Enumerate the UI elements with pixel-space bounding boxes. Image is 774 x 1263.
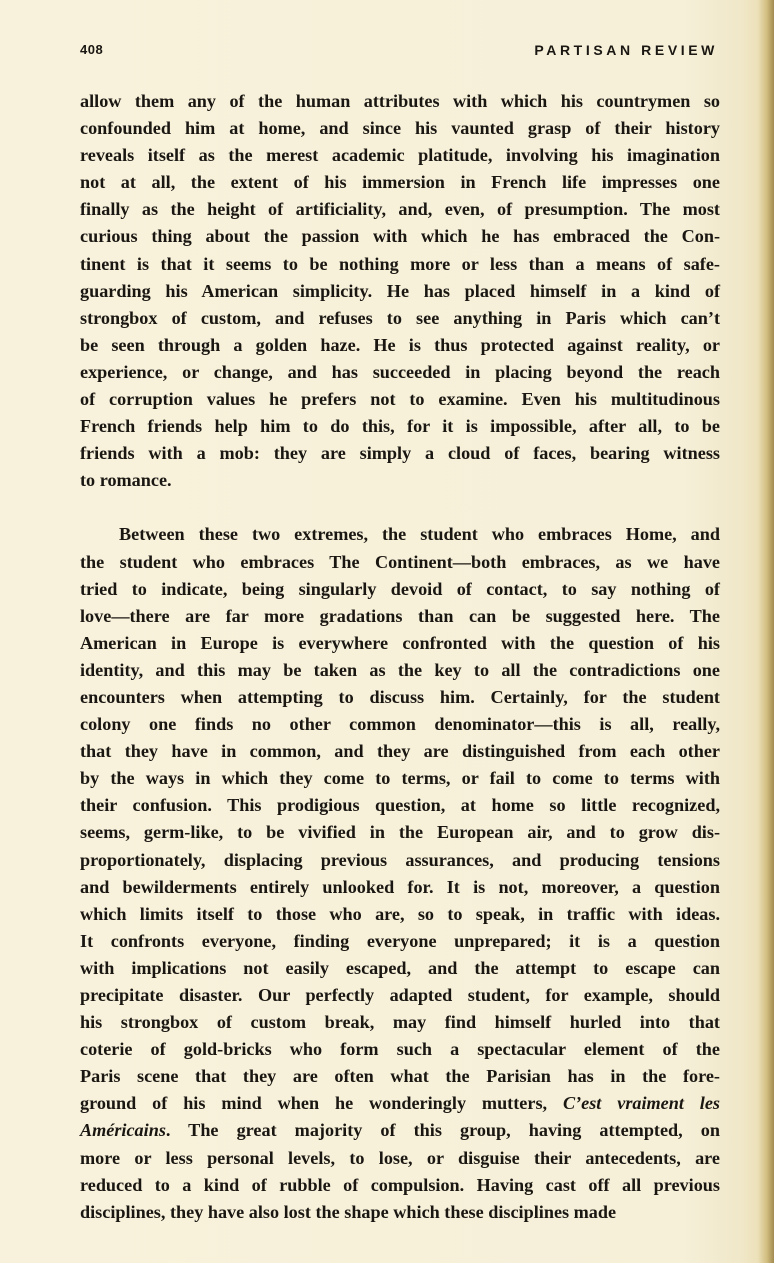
text-line: to romance. [80,470,172,491]
text-segment: . The great majority of this group, having attempted, on [165,1120,720,1141]
text-line: American in Europe is everywhere confronted with the question of his [80,632,720,653]
text-line: curious thing about the passion with which he has embraced the Con- [80,226,720,247]
text-line: be seen through a golden haze. He is thus protected against reality, or [80,334,720,355]
text-line: reveals itself as the merest academic platitude, involving his imagination [80,145,720,166]
text-line: more or less personal levels, to lose, or disguise their antecedents, are [80,1147,720,1168]
text-line: precipitate disaster. Our perfectly adapted student, for example, should [80,985,720,1005]
paragraph-1 [80,88,720,494]
text-line: by the ways in which they come to terms, or fail to come to terms with [80,768,720,789]
text-line-with-italic [80,1117,720,1144]
text-line: confounded him at home, and since his vaunted grasp of their history [80,118,720,139]
text-segment: ground of his mind when he wonderingly mutters, [80,1093,548,1114]
text-line: finally as the height of artificiality, and, even, of presumption. The most [80,199,720,220]
text-line: his strongbox of custom break, may find himself hurled into that [80,1012,720,1033]
text-line: of corruption values he prefers not to examine. Even his multitudinous [80,389,720,410]
text-line: French friends help him to do this, for it is impossible, after all, to be [80,416,720,437]
text-line: that they have in common, and they are distinguished from each other [80,741,720,762]
text-line: allow them any of the human attributes with which his countrymen so [80,91,720,111]
text-line: which limits itself to those who are, so to speak, in traffic with ideas. [80,903,720,924]
italic-word: Américains [80,1120,166,1141]
text-line: colony one finds no other common denominator—this is all, really, [80,714,720,735]
text-line: Paris scene that they are often what the Parisian has in the fore- [80,1066,720,1087]
text-line: experience, or change, and has succeeded in placing beyond the reach [80,361,720,382]
text-line: their confusion. This prodigious question, at home so little recognized, [80,795,720,816]
page-edge-shadow [758,0,774,1263]
text-line: with implications not easily escaped, and the attempt to escape can [80,957,720,978]
text-line: tried to indicate, being singularly devoid of contact, to say nothing of [80,578,720,599]
text-line: Between these two extremes, the student who embraces Home, and [119,524,720,545]
text-line-with-italic [80,1090,720,1117]
text-line: It confronts everyone, finding everyone unprepared; it is a question [80,930,720,951]
page-number: 408 [80,42,104,57]
text-line: guarding his American simplicity. He has placed himself in a kind of [80,280,720,301]
text-line: seems, germ-like, to be vivified in the European air, and to grow dis- [80,822,720,843]
text-line: proportionately, displacing previous assurances, and producing tensions [80,849,720,870]
text-line: strongbox of custom, and refuses to see anything in Paris which can’t [80,307,720,328]
text-line: the student who embraces The Continent—both embraces, as we have [80,551,720,572]
text-line: friends with a mob: they are simply a cloud of faces, bearing witness [80,443,720,464]
text-line: and bewilderments entirely unlooked for. It is not, moreover, a question [80,876,720,897]
text-line: encounters when attempting to discuss him. Certainly, for the student [80,686,720,707]
page-header [80,36,718,62]
running-head: PARTISAN REVIEW [534,42,718,58]
paragraph-2 [80,521,720,1225]
italic-phrase: C’est vraiment les [562,1093,721,1114]
text-line: tinent is that it seems to be nothing more or less than a means of safe- [80,253,720,274]
text-line: love—there are far more gradations than can be suggested here. The [80,605,720,626]
text-line: not at all, the extent of his immersion in French life impresses one [80,172,720,193]
text-line: identity, and this may be taken as the key to all the contradictions one [80,659,720,680]
body-text [80,88,720,1226]
text-line: coterie of gold-bricks who form such a spectacular element of the [80,1039,720,1060]
text-line: reduced to a kind of rubble of compulsion. Having cast off all previous [80,1174,720,1195]
text-line: disciplines, they have also lost the shape which these disciplines made [80,1201,617,1222]
